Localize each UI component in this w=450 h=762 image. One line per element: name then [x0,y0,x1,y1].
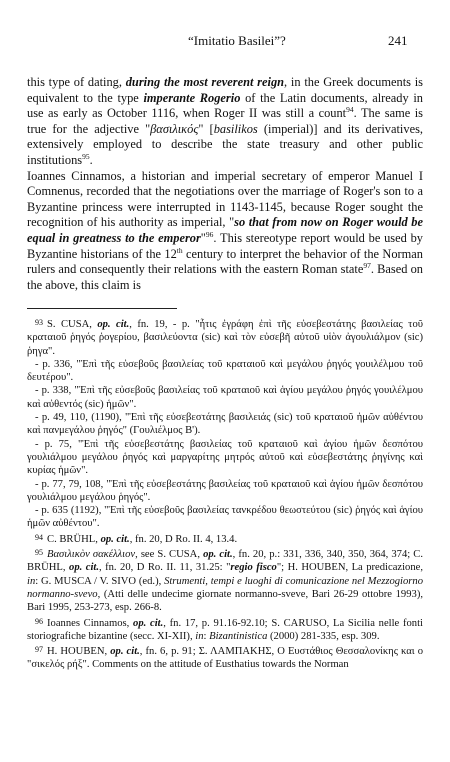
footnote-line: - p. 336, "Ἐπὶ τῆς εὐσεβοῦς βασιλείας τοῦ κραταιοῦ καὶ μεγάλου ῥηγός γουιλέλμου τοῦ δευτέρου". [27,358,423,384]
footnote-93 [27,316,423,358]
text-run: century to interpret the behavior of the Norman rulers and consequently their relations with the eastern Roman state [27,246,423,277]
footnote-97 [27,643,423,672]
emphasis: regio fisco [230,562,277,574]
footnote-number: 93 [35,318,43,327]
footnote-ref: 96 [205,229,214,239]
footnote-94 [27,531,423,546]
text-run: Ioannes Cinnamos, a historian and imperial secretary of emperor Manuel I Comnenus, recorded that the negotiations over the marriage of Roger's son to a Byzantine princess were interrupted in 1143-1145, because Roger sought the recognition of his authority as imperial, " [27,168,423,230]
text-run: this type of dating, [27,75,126,89]
footnote-line: - p. 77, 79, 108, "Ἐπὶ τῆς εὐσεβεστάτης βασιλείας τοῦ κραταιοῦ καὶ ἁγίου ἡμῶν δεσπότου γουλιάλμου μεγάλου ῥηγός". [27,478,423,503]
main-text [27,75,423,293]
emphasis: basilikos [213,121,258,136]
footnote-line: - p. 635 (1192), "Ἐπὶ τῆς εὐσεβοῦς βασιλείας τανκρέδου θεωστεύτου (sic) ῥηγός καὶ ἁγίου ἡμῶν αὐθέντου". [27,505,423,530]
footnote-96 [27,615,423,644]
text-run: , fn. 20, D Ro. II. 11, 31.25: " [98,562,231,574]
text-run: H. HOUBEN, [47,646,111,658]
footnote-number: 96 [35,616,43,626]
emphasis: op. cit. [110,646,140,658]
footnote-ref: 95 [82,151,90,161]
footnote-divider [27,308,177,309]
running-title: “Imitatio Basilei”? [188,33,286,48]
page-number: 241 [388,33,408,48]
footnote-ref: 94 [346,105,354,115]
footnote-number: 95 [35,548,43,558]
text-run: : [203,630,210,642]
emphasis: Bizantinistica [209,630,268,642]
footnotes [27,316,423,672]
text-run: , in the Greek documents is equivalent to the type [27,75,423,105]
footnote-number: 97 [35,645,43,655]
text-run: . This stereotype report would be used by Byzantine historians of the 12 [27,230,423,261]
emphasis: Βασιλικὸν σακέλλιον [47,549,136,561]
emphasis: in [27,575,36,587]
text-run: : G. MUSCA / V. SIVO (ed.), [35,575,165,587]
emphasis: op. cit. [97,319,130,330]
footnote-line: - p. 75, "Ἐπὶ τῆς εὐσεβεστάτης βασιλείας τοῦ κραταιοῦ καὶ ἁγίου ἡμῶν δεσπότου γουλιάλμου μεγάλου ῥηγός καὶ μαργαρίτης μητρός αὐτοῦ καὶ εὐσεβεστάτης ῥηγίνης καὶ κυρίας ἡμῶν". [27,438,423,477]
text-run: "; H. HOUBEN, La predicazione, [276,562,423,574]
emphasis: in [195,630,204,642]
paragraph [27,75,423,169]
text-run: Ioannes Cinnamos, [47,617,134,629]
text-run: (imperial)] and its derivatives, extensively employed to describe the state treasury and other public institutions [27,121,423,167]
text-run: , fn. 6, p. 91; Σ. ΛΑΜΠΑΚΗΣ, Ο Ευστάθιος Θεσσαλονίκης και ο "σικελός ρήξ". Comments on the attitude of Eusthatius towards the Norman [27,646,423,671]
text-run: , fn. 20, D Ro. II. 4, 13.4. [129,533,238,545]
text-run: . Based on the above, this claim is [27,262,423,292]
footnote-number: 94 [35,532,43,542]
text-run: , (Atti delle undecime giornate normanno-sveve, Bari 26-29 ottobre 1993), Bari 1995, 253-273, esp. 266-8. [27,588,423,614]
text-run: (2000) 281-335, esp. 309. [267,630,380,642]
footnote-95 [27,546,423,614]
text-run: . [89,152,93,167]
emphasis: during the most reverent reign [125,75,285,89]
superscript: th [176,245,183,255]
text-run: C. BRÜHL, [47,533,101,545]
text-run: , fn. 19, - p. "ἦτις ἐγράφη ἐπὶ τῆς εὐσεβεστάτης βασιλείας τοῦ κραταιοῦ ῥηγός ῥογερίου, βασιλεύοντα (sic) καὶ τὸν εὐσεβῆ αὐτοῦ υἱὸν ἀγουλιάλμον (sic) ῥηγα". [27,319,423,357]
text-run: " [ [198,121,214,136]
emphasis: imperante Rogerio [143,90,241,105]
footnote-line: - p. 49, 110, (1190), "Ἐπὶ τῆς εὐσεβεστάτης βασιλειάς (sic) τοῦ κραταιοῦ ἡμῶν αὐθέντου καὶ πανμεγάλου ῥηγός" (Γουλιέλμος Β'). [27,412,423,437]
text-run: " [200,230,206,245]
emphasis: op. cit. [100,533,130,545]
emphasis: Strumenti, tempi e luoghi di comunicazione nel Mezzogiorno normanno-svevo [27,575,423,600]
text-run: , fn. 20, p.: 331, 336, 340, 350, 364, 374; C. BRÜHL, [27,549,424,574]
footnote-ref: 97 [363,261,371,270]
text-run: , fn. 17, p. 91.16-92.10; S. CARUSO, La Sicilia nelle fonti storiografiche bizantine (secc. XI-XII), [27,617,423,642]
paragraph [27,169,423,294]
emphasis: so that from now on Roger would be equal in greatness to the emperor [27,215,423,245]
emphasis: op. cit. [203,549,233,561]
running-header [0,33,450,51]
emphasis: βασιλικός [150,121,199,136]
footnote-line: - p. 338, "Ἐπὶ τῆς εὐσεβοῦς βασιλείας τοῦ κραταιοῦ καὶ ἁγίου μεγάλου ῥηγός γουιλέλμου καὶ αὐθεντός (sic) ἡμῶν". [27,385,423,410]
text-run: , see S. CUSA, [135,549,204,561]
text-run: . The same is true for the adjective " [27,106,423,136]
emphasis: op. cit. [69,562,99,574]
emphasis: op. cit. [133,617,164,629]
text-run: of the Latin documents, already in use as early as October 1116, when Roger II was still a count [27,90,424,121]
text-run: S. CUSA, [47,319,98,330]
